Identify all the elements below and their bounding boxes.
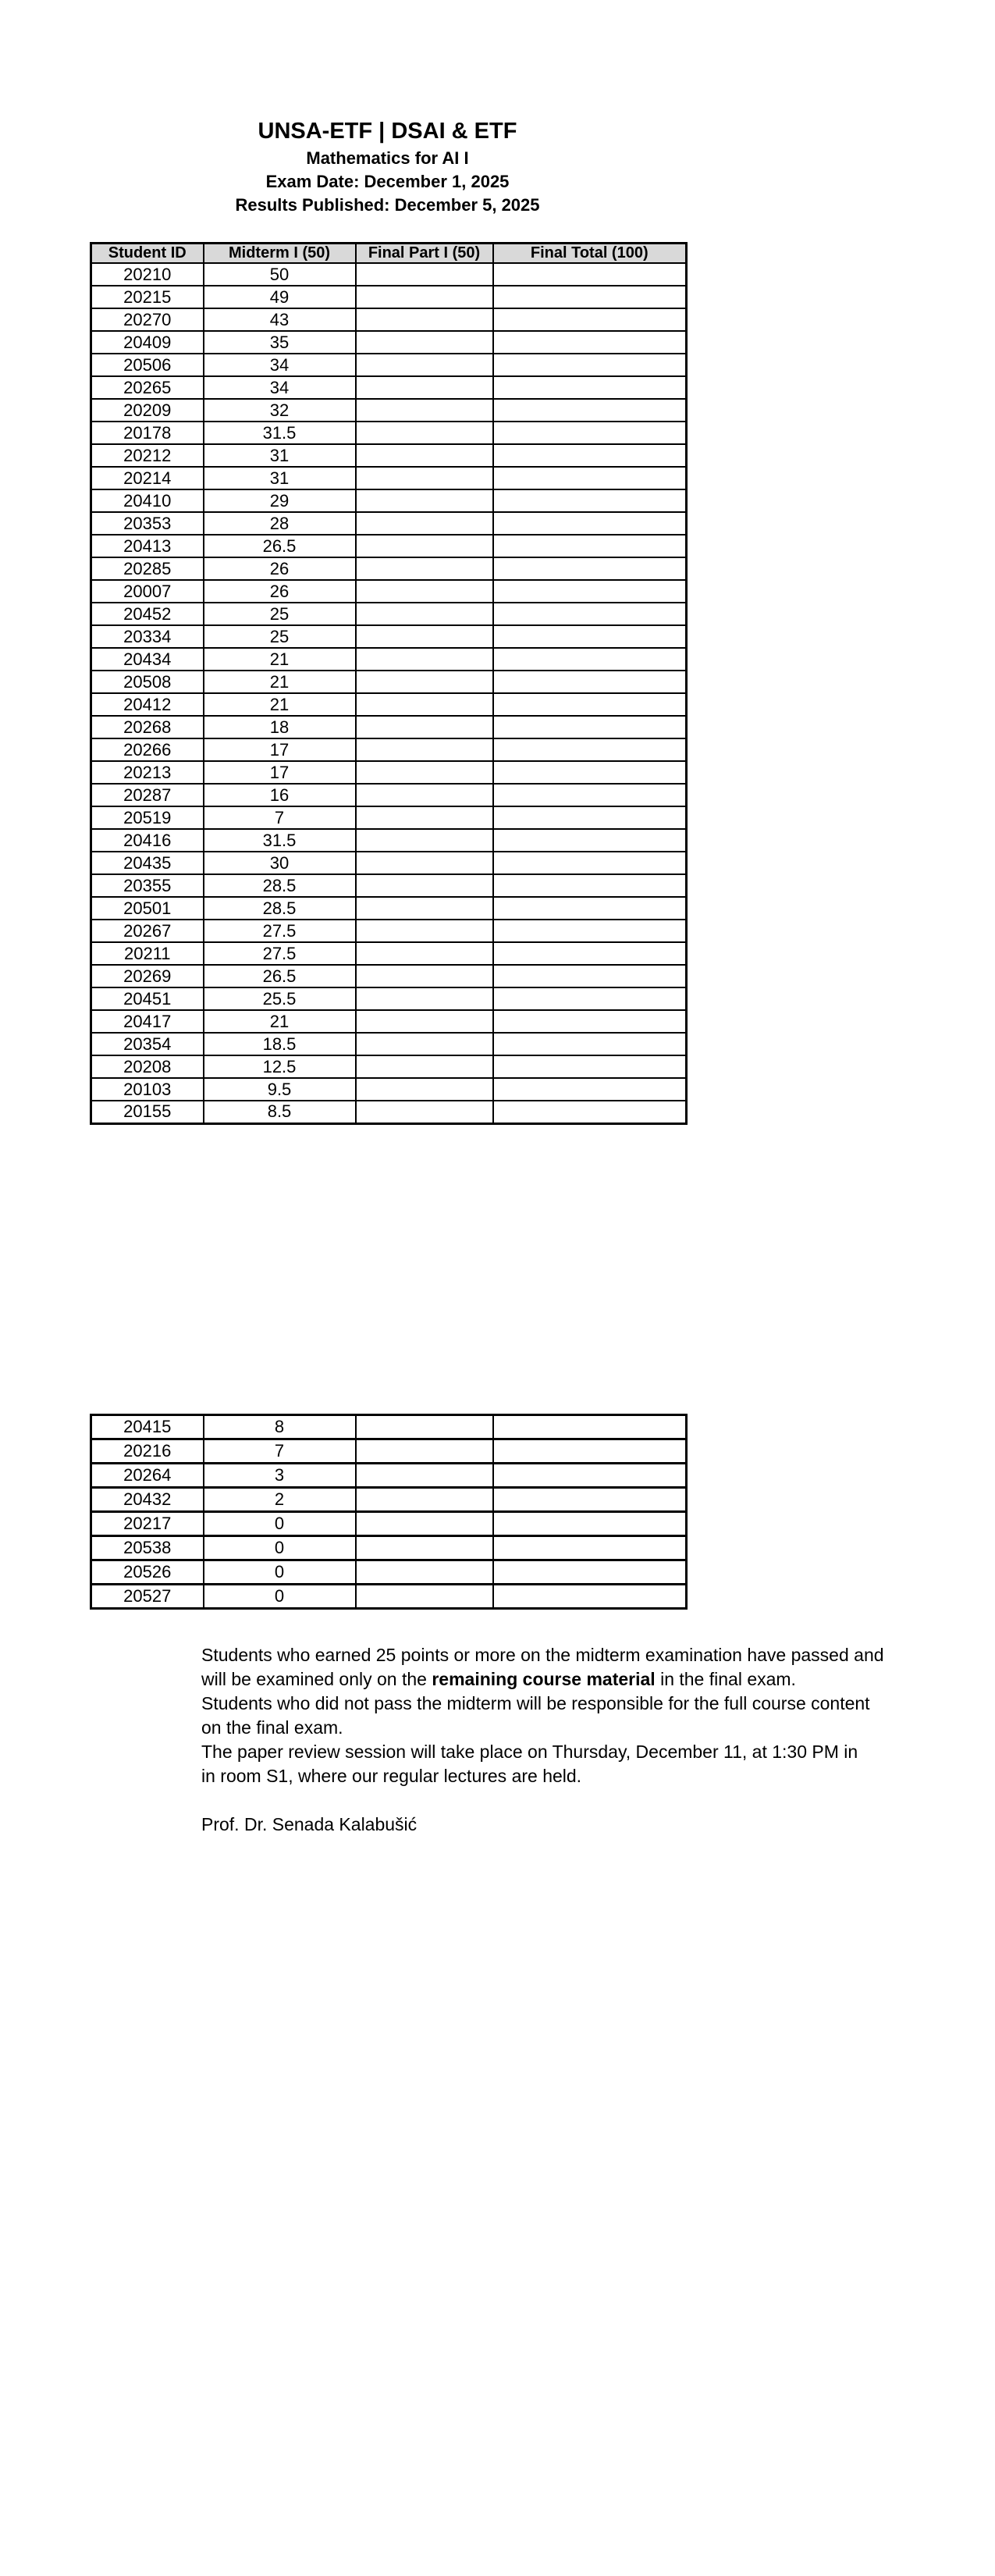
cell-student-id: 20354 [91, 1033, 204, 1055]
cell-midterm-score: 2 [204, 1488, 356, 1512]
cell-final-total-score [493, 1464, 687, 1488]
cell-midterm-score: 27.5 [204, 920, 356, 942]
cell-student-id: 20268 [91, 716, 204, 738]
cell-student-id: 20214 [91, 467, 204, 489]
cell-final-part-score [356, 1560, 493, 1585]
note-line: Students who earned 25 points or more on the midterm examination have passed and [201, 1645, 884, 1665]
cell-final-total-score [493, 1033, 687, 1055]
cell-student-id: 20410 [91, 489, 204, 512]
cell-midterm-score: 35 [204, 331, 356, 354]
cell-midterm-score: 0 [204, 1512, 356, 1536]
cell-final-part-score [356, 625, 493, 648]
note-line [201, 1667, 884, 1692]
cell-final-part-score [356, 1415, 493, 1439]
cell-midterm-score: 3 [204, 1464, 356, 1488]
table-row [91, 852, 687, 874]
table-row [91, 1488, 687, 1512]
cell-final-total-score [493, 1101, 687, 1123]
cell-student-id: 20269 [91, 965, 204, 987]
table-row [91, 1536, 687, 1560]
column-header-student-id: Student ID [91, 244, 204, 264]
cell-final-part-score [356, 535, 493, 557]
table-header-row [91, 244, 687, 264]
cell-final-part-score [356, 263, 493, 286]
cell-midterm-score: 32 [204, 399, 356, 422]
cell-midterm-score: 43 [204, 308, 356, 331]
table-row [91, 897, 687, 920]
cell-final-total-score [493, 1010, 687, 1033]
cell-final-total-score [493, 308, 687, 331]
cell-final-part-score [356, 693, 493, 716]
table-row [91, 1512, 687, 1536]
cell-final-total-score [493, 1415, 687, 1439]
cell-midterm-score: 26 [204, 580, 356, 603]
cell-student-id: 20270 [91, 308, 204, 331]
cell-midterm-score: 0 [204, 1585, 356, 1609]
table-row [91, 716, 687, 738]
cell-midterm-score: 8.5 [204, 1101, 356, 1123]
table-row [91, 829, 687, 852]
cell-final-total-score [493, 784, 687, 806]
cell-student-id: 20155 [91, 1101, 204, 1123]
signature: Prof. Dr. Senada Kalabušić [201, 1814, 418, 1834]
cell-student-id: 20519 [91, 806, 204, 829]
cell-final-part-score [356, 354, 493, 376]
cell-student-id: 20452 [91, 603, 204, 625]
cell-final-total-score [493, 852, 687, 874]
cell-final-part-score [356, 512, 493, 535]
cell-final-total-score [493, 1512, 687, 1536]
table-row [91, 987, 687, 1010]
cell-final-part-score [356, 1464, 493, 1488]
note-line-text: in the final exam. [655, 1669, 796, 1689]
cell-final-total-score [493, 399, 687, 422]
cell-final-part-score [356, 308, 493, 331]
cell-final-part-score [356, 1078, 493, 1101]
table-row [91, 1415, 687, 1439]
cell-final-part-score [356, 738, 493, 761]
cell-final-part-score [356, 489, 493, 512]
cell-midterm-score: 34 [204, 354, 356, 376]
cell-midterm-score: 7 [204, 1439, 356, 1464]
cell-final-total-score [493, 286, 687, 308]
cell-final-total-score [493, 897, 687, 920]
cell-final-total-score [493, 422, 687, 444]
table-row [91, 738, 687, 761]
note-line: on the final exam. [201, 1717, 343, 1738]
cell-final-total-score [493, 829, 687, 852]
table-row [91, 1033, 687, 1055]
cell-final-part-score [356, 557, 493, 580]
cell-midterm-score: 0 [204, 1536, 356, 1560]
cell-midterm-score: 17 [204, 738, 356, 761]
cell-midterm-score: 7 [204, 806, 356, 829]
cell-student-id: 20210 [91, 263, 204, 286]
cell-midterm-score: 8 [204, 1415, 356, 1439]
cell-midterm-score: 49 [204, 286, 356, 308]
table-row [91, 965, 687, 987]
table-row [91, 422, 687, 444]
table-row [91, 1560, 687, 1585]
cell-midterm-score: 12.5 [204, 1055, 356, 1078]
table-row [91, 467, 687, 489]
cell-final-total-score [493, 376, 687, 399]
cell-student-id: 20103 [91, 1078, 204, 1101]
cell-final-part-score [356, 1055, 493, 1078]
cell-final-part-score [356, 965, 493, 987]
cell-final-total-score [493, 716, 687, 738]
document-header [90, 117, 685, 217]
column-header-final-total: Final Total (100) [493, 244, 687, 264]
cell-midterm-score: 29 [204, 489, 356, 512]
cell-student-id: 20432 [91, 1488, 204, 1512]
cell-final-part-score [356, 603, 493, 625]
cell-final-total-score [493, 263, 687, 286]
exam-date-line: Exam Date: December 1, 2025 [265, 172, 510, 191]
cell-final-total-score [493, 444, 687, 467]
cell-final-total-score [493, 1560, 687, 1585]
cell-midterm-score: 28.5 [204, 897, 356, 920]
cell-final-part-score [356, 920, 493, 942]
table-row [91, 376, 687, 399]
cell-final-total-score [493, 693, 687, 716]
cell-student-id: 20416 [91, 829, 204, 852]
cell-final-part-score [356, 648, 493, 671]
cell-final-total-score [493, 942, 687, 965]
cell-final-part-score [356, 1033, 493, 1055]
cell-midterm-score: 31 [204, 467, 356, 489]
results-table-continued-body [91, 1415, 687, 1609]
cell-student-id: 20208 [91, 1055, 204, 1078]
table-row [91, 286, 687, 308]
table-row [91, 263, 687, 286]
table-row [91, 806, 687, 829]
cell-student-id: 20267 [91, 920, 204, 942]
cell-midterm-score: 21 [204, 671, 356, 693]
cell-final-part-score [356, 580, 493, 603]
cell-final-part-score [356, 1512, 493, 1536]
cell-student-id: 20209 [91, 399, 204, 422]
table-row [91, 399, 687, 422]
results-table-body [91, 263, 687, 1123]
cell-final-total-score [493, 738, 687, 761]
cell-final-total-score [493, 806, 687, 829]
cell-final-part-score [356, 1439, 493, 1464]
table-row [91, 535, 687, 557]
course-title: Mathematics for AI I [306, 148, 469, 168]
cell-final-total-score [493, 1536, 687, 1560]
cell-final-total-score [493, 535, 687, 557]
cell-final-total-score [493, 648, 687, 671]
cell-student-id: 20216 [91, 1439, 204, 1464]
cell-midterm-score: 25 [204, 625, 356, 648]
table-row [91, 444, 687, 467]
table-row [91, 1585, 687, 1609]
column-header-midterm: Midterm I (50) [204, 244, 356, 264]
cell-midterm-score: 34 [204, 376, 356, 399]
cell-midterm-score: 18 [204, 716, 356, 738]
table-row [91, 784, 687, 806]
cell-student-id: 20178 [91, 422, 204, 444]
cell-student-id: 20212 [91, 444, 204, 467]
cell-student-id: 20211 [91, 942, 204, 965]
note-line: Students who did not pass the midterm will be responsible for the full course content [201, 1693, 870, 1713]
table-row [91, 1464, 687, 1488]
org-title: UNSA-ETF | DSAI & ETF [258, 119, 517, 144]
table-row [91, 603, 687, 625]
cell-student-id: 20409 [91, 331, 204, 354]
cell-midterm-score: 26.5 [204, 535, 356, 557]
cell-student-id: 20007 [91, 580, 204, 603]
cell-final-part-score [356, 806, 493, 829]
cell-student-id: 20266 [91, 738, 204, 761]
cell-final-total-score [493, 489, 687, 512]
cell-final-part-score [356, 987, 493, 1010]
table-row [91, 671, 687, 693]
cell-final-part-score [356, 942, 493, 965]
cell-midterm-score: 31.5 [204, 829, 356, 852]
cell-final-part-score [356, 897, 493, 920]
cell-final-total-score [493, 1439, 687, 1464]
cell-final-part-score [356, 376, 493, 399]
cell-student-id: 20213 [91, 761, 204, 784]
cell-midterm-score: 16 [204, 784, 356, 806]
cell-final-total-score [493, 467, 687, 489]
cell-student-id: 20506 [91, 354, 204, 376]
cell-final-part-score [356, 852, 493, 874]
cell-final-part-score [356, 671, 493, 693]
note-line-text: will be examined only on the [201, 1669, 432, 1689]
cell-final-total-score [493, 557, 687, 580]
cell-midterm-score: 9.5 [204, 1078, 356, 1101]
cell-midterm-score: 18.5 [204, 1033, 356, 1055]
cell-final-total-score [493, 987, 687, 1010]
cell-final-total-score [493, 580, 687, 603]
cell-student-id: 20526 [91, 1560, 204, 1585]
cell-student-id: 20285 [91, 557, 204, 580]
cell-student-id: 20355 [91, 874, 204, 897]
cell-final-total-score [493, 1488, 687, 1512]
cell-student-id: 20265 [91, 376, 204, 399]
cell-final-total-score [493, 1585, 687, 1609]
cell-midterm-score: 28.5 [204, 874, 356, 897]
cell-final-total-score [493, 671, 687, 693]
cell-midterm-score: 27.5 [204, 942, 356, 965]
cell-final-total-score [493, 874, 687, 897]
cell-final-part-score [356, 399, 493, 422]
table-row [91, 693, 687, 716]
cell-final-part-score [356, 874, 493, 897]
cell-student-id: 20435 [91, 852, 204, 874]
cell-midterm-score: 21 [204, 648, 356, 671]
cell-student-id: 20217 [91, 1512, 204, 1536]
cell-midterm-score: 25.5 [204, 987, 356, 1010]
results-table [90, 242, 688, 1125]
cell-final-total-score [493, 920, 687, 942]
cell-student-id: 20215 [91, 286, 204, 308]
cell-final-total-score [493, 1055, 687, 1078]
table-row [91, 874, 687, 897]
cell-student-id: 20417 [91, 1010, 204, 1033]
table-row [91, 761, 687, 784]
table-row [91, 1439, 687, 1464]
cell-final-total-score [493, 603, 687, 625]
cell-final-part-score [356, 1101, 493, 1123]
cell-midterm-score: 30 [204, 852, 356, 874]
results-table-continued [90, 1414, 688, 1610]
cell-final-part-score [356, 761, 493, 784]
cell-midterm-score: 21 [204, 1010, 356, 1033]
cell-midterm-score: 25 [204, 603, 356, 625]
cell-final-part-score [356, 716, 493, 738]
cell-final-total-score [493, 512, 687, 535]
cell-final-part-score [356, 444, 493, 467]
table-row [91, 580, 687, 603]
cell-student-id: 20412 [91, 693, 204, 716]
cell-student-id: 20508 [91, 671, 204, 693]
cell-student-id: 20434 [91, 648, 204, 671]
table-row [91, 557, 687, 580]
table-row [91, 942, 687, 965]
cell-final-part-score [356, 1010, 493, 1033]
cell-student-id: 20501 [91, 897, 204, 920]
cell-final-part-score [356, 331, 493, 354]
cell-final-part-score [356, 467, 493, 489]
cell-midterm-score: 50 [204, 263, 356, 286]
cell-student-id: 20353 [91, 512, 204, 535]
column-header-final-part: Final Part I (50) [356, 244, 493, 264]
note-line-bold-text: remaining course material [432, 1669, 656, 1689]
cell-midterm-score: 31.5 [204, 422, 356, 444]
cell-final-part-score [356, 1536, 493, 1560]
table-row [91, 1101, 687, 1123]
table-row [91, 308, 687, 331]
cell-student-id: 20413 [91, 535, 204, 557]
cell-final-total-score [493, 625, 687, 648]
cell-student-id: 20415 [91, 1415, 204, 1439]
table-row [91, 512, 687, 535]
table-row [91, 625, 687, 648]
cell-final-part-score [356, 829, 493, 852]
cell-final-part-score [356, 1585, 493, 1609]
note-line: in room S1, where our regular lectures are held. [201, 1766, 582, 1786]
table-row [91, 331, 687, 354]
cell-final-part-score [356, 784, 493, 806]
results-published-line: Results Published: December 5, 2025 [235, 195, 540, 215]
cell-final-part-score [356, 422, 493, 444]
table-row [91, 920, 687, 942]
cell-midterm-score: 21 [204, 693, 356, 716]
notes [201, 1643, 884, 1837]
cell-midterm-score: 26.5 [204, 965, 356, 987]
table-row [91, 354, 687, 376]
cell-midterm-score: 28 [204, 512, 356, 535]
table-row [91, 1078, 687, 1101]
cell-student-id: 20451 [91, 987, 204, 1010]
cell-midterm-score: 0 [204, 1560, 356, 1585]
cell-midterm-score: 26 [204, 557, 356, 580]
cell-midterm-score: 31 [204, 444, 356, 467]
cell-final-total-score [493, 331, 687, 354]
cell-final-part-score [356, 286, 493, 308]
cell-student-id: 20287 [91, 784, 204, 806]
table-row [91, 648, 687, 671]
cell-student-id: 20538 [91, 1536, 204, 1560]
cell-student-id: 20334 [91, 625, 204, 648]
cell-student-id: 20264 [91, 1464, 204, 1488]
cell-midterm-score: 17 [204, 761, 356, 784]
table-row [91, 1055, 687, 1078]
table-row [91, 489, 687, 512]
cell-final-total-score [493, 354, 687, 376]
cell-student-id: 20527 [91, 1585, 204, 1609]
table-row [91, 1010, 687, 1033]
cell-final-total-score [493, 1078, 687, 1101]
note-line: The paper review session will take place on Thursday, December 11, at 1:30 PM in [201, 1742, 858, 1762]
cell-final-part-score [356, 1488, 493, 1512]
cell-final-total-score [493, 965, 687, 987]
cell-final-total-score [493, 761, 687, 784]
